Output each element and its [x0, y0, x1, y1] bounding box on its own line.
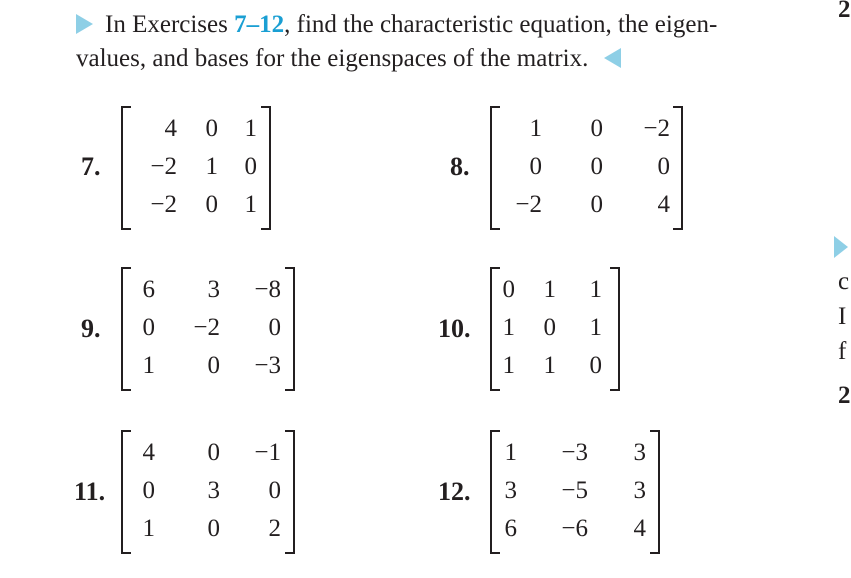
matrix-cell: −5: [561, 477, 588, 504]
left-bracket: [121, 267, 131, 391]
matrix-cell: −2: [193, 314, 220, 341]
matrix-cell: 1: [543, 352, 556, 379]
margin-fragment: 2: [838, 382, 851, 409]
matrix: [121, 430, 295, 554]
matrix-cell: 1: [502, 314, 515, 341]
matrix-cell: 1: [205, 153, 218, 180]
matrix: [121, 106, 271, 230]
matrix-cell: −3: [254, 352, 281, 379]
left-bracket: [121, 430, 131, 554]
matrix-cell: 2: [268, 515, 281, 542]
matrix-cell: 4: [164, 115, 177, 142]
matrix-cell: 0: [207, 439, 220, 466]
exercise-instructions: [76, 8, 816, 76]
matrix: [490, 430, 660, 554]
matrix-cell: 0: [590, 153, 603, 180]
right-bracket: [650, 430, 660, 554]
matrix-cell: 1: [142, 352, 155, 379]
margin-fragment: f: [838, 338, 847, 365]
exercise-number: 11.: [74, 477, 106, 506]
matrix-cell: 3: [207, 477, 220, 504]
right-bracket: [285, 430, 295, 554]
matrix-cell: 0: [590, 191, 603, 218]
matrix-cell: −1: [254, 439, 281, 466]
instructions-line-2: values, and bases for the eigenspaces of the matrix.: [76, 42, 816, 76]
left-bracket: [490, 430, 500, 554]
matrix: [121, 267, 295, 391]
right-bracket: [285, 267, 295, 391]
margin-triangle-icon: [834, 236, 848, 258]
matrix-cell: 4: [657, 191, 670, 218]
matrix-cell: 1: [502, 352, 515, 379]
matrix-cell: 4: [633, 515, 646, 542]
matrix-cell: 1: [244, 115, 257, 142]
matrix-cell: 0: [529, 153, 542, 180]
exercise-number: 12.: [438, 477, 471, 506]
right-bracket: [673, 106, 683, 230]
matrix-cell: 0: [142, 314, 155, 341]
right-bracket: [610, 267, 620, 391]
matrix-cell: 0: [268, 314, 281, 341]
matrix-cell: −2: [515, 191, 542, 218]
matrix-cell: 0: [207, 515, 220, 542]
matrix-cell: −2: [643, 115, 670, 142]
exercise-number: 7.: [81, 152, 101, 181]
exercise-number: 9.: [81, 314, 101, 343]
margin-fragment: I: [838, 303, 847, 330]
left-bracket: [490, 106, 500, 230]
matrix-cell: 4: [142, 439, 155, 466]
matrix-cell: 3: [504, 477, 517, 504]
instructions-line-1: In Exercises 7–12, find the characteristic equation, the eigen-: [76, 8, 816, 42]
matrix-cell: 0: [543, 314, 556, 341]
matrix-cell: 1: [589, 276, 602, 303]
matrix-cell: 1: [244, 191, 257, 218]
matrix-cell: 0: [142, 477, 155, 504]
matrix-cell: 0: [590, 115, 603, 142]
margin-fragment: c: [838, 268, 850, 295]
margin-fragment: 2: [838, 0, 851, 23]
matrix-cell: 0: [244, 153, 257, 180]
matrix-cell: 3: [207, 276, 220, 303]
matrix-cell: 0: [207, 352, 220, 379]
matrix-cell: 1: [529, 115, 542, 142]
matrix-cell: 0: [502, 276, 515, 303]
matrix-cell: 1: [142, 515, 155, 542]
matrix-cell: 1: [589, 314, 602, 341]
matrix-cell: 0: [657, 153, 670, 180]
exercise-range-link[interactable]: 7–12: [234, 11, 285, 38]
matrix-cell: 6: [142, 276, 155, 303]
matrix-cell: 0: [589, 352, 602, 379]
matrix-cell: 3: [633, 439, 646, 466]
matrix: [490, 106, 683, 230]
matrix-cell: −2: [150, 153, 177, 180]
matrix-cell: −2: [150, 191, 177, 218]
matrix-cell: 1: [543, 276, 556, 303]
exercise-number: 10.: [438, 314, 471, 343]
matrix-cell: −6: [561, 515, 588, 542]
matrix-cell: −3: [561, 439, 588, 466]
matrix-cell: 0: [268, 477, 281, 504]
matrix-cell: 0: [205, 191, 218, 218]
right-bracket: [261, 106, 271, 230]
section-start-triangle-icon: [76, 14, 93, 34]
matrix-cell: 6: [504, 515, 517, 542]
matrix-cell: 1: [504, 439, 517, 466]
left-bracket: [490, 267, 500, 391]
matrix-cell: 0: [205, 115, 218, 142]
left-bracket: [121, 106, 131, 230]
matrix-cell: 3: [633, 477, 646, 504]
matrix-cell: −8: [254, 276, 281, 303]
section-end-triangle-icon: [604, 48, 621, 68]
exercise-number: 8.: [450, 152, 470, 181]
matrix: [490, 267, 620, 391]
